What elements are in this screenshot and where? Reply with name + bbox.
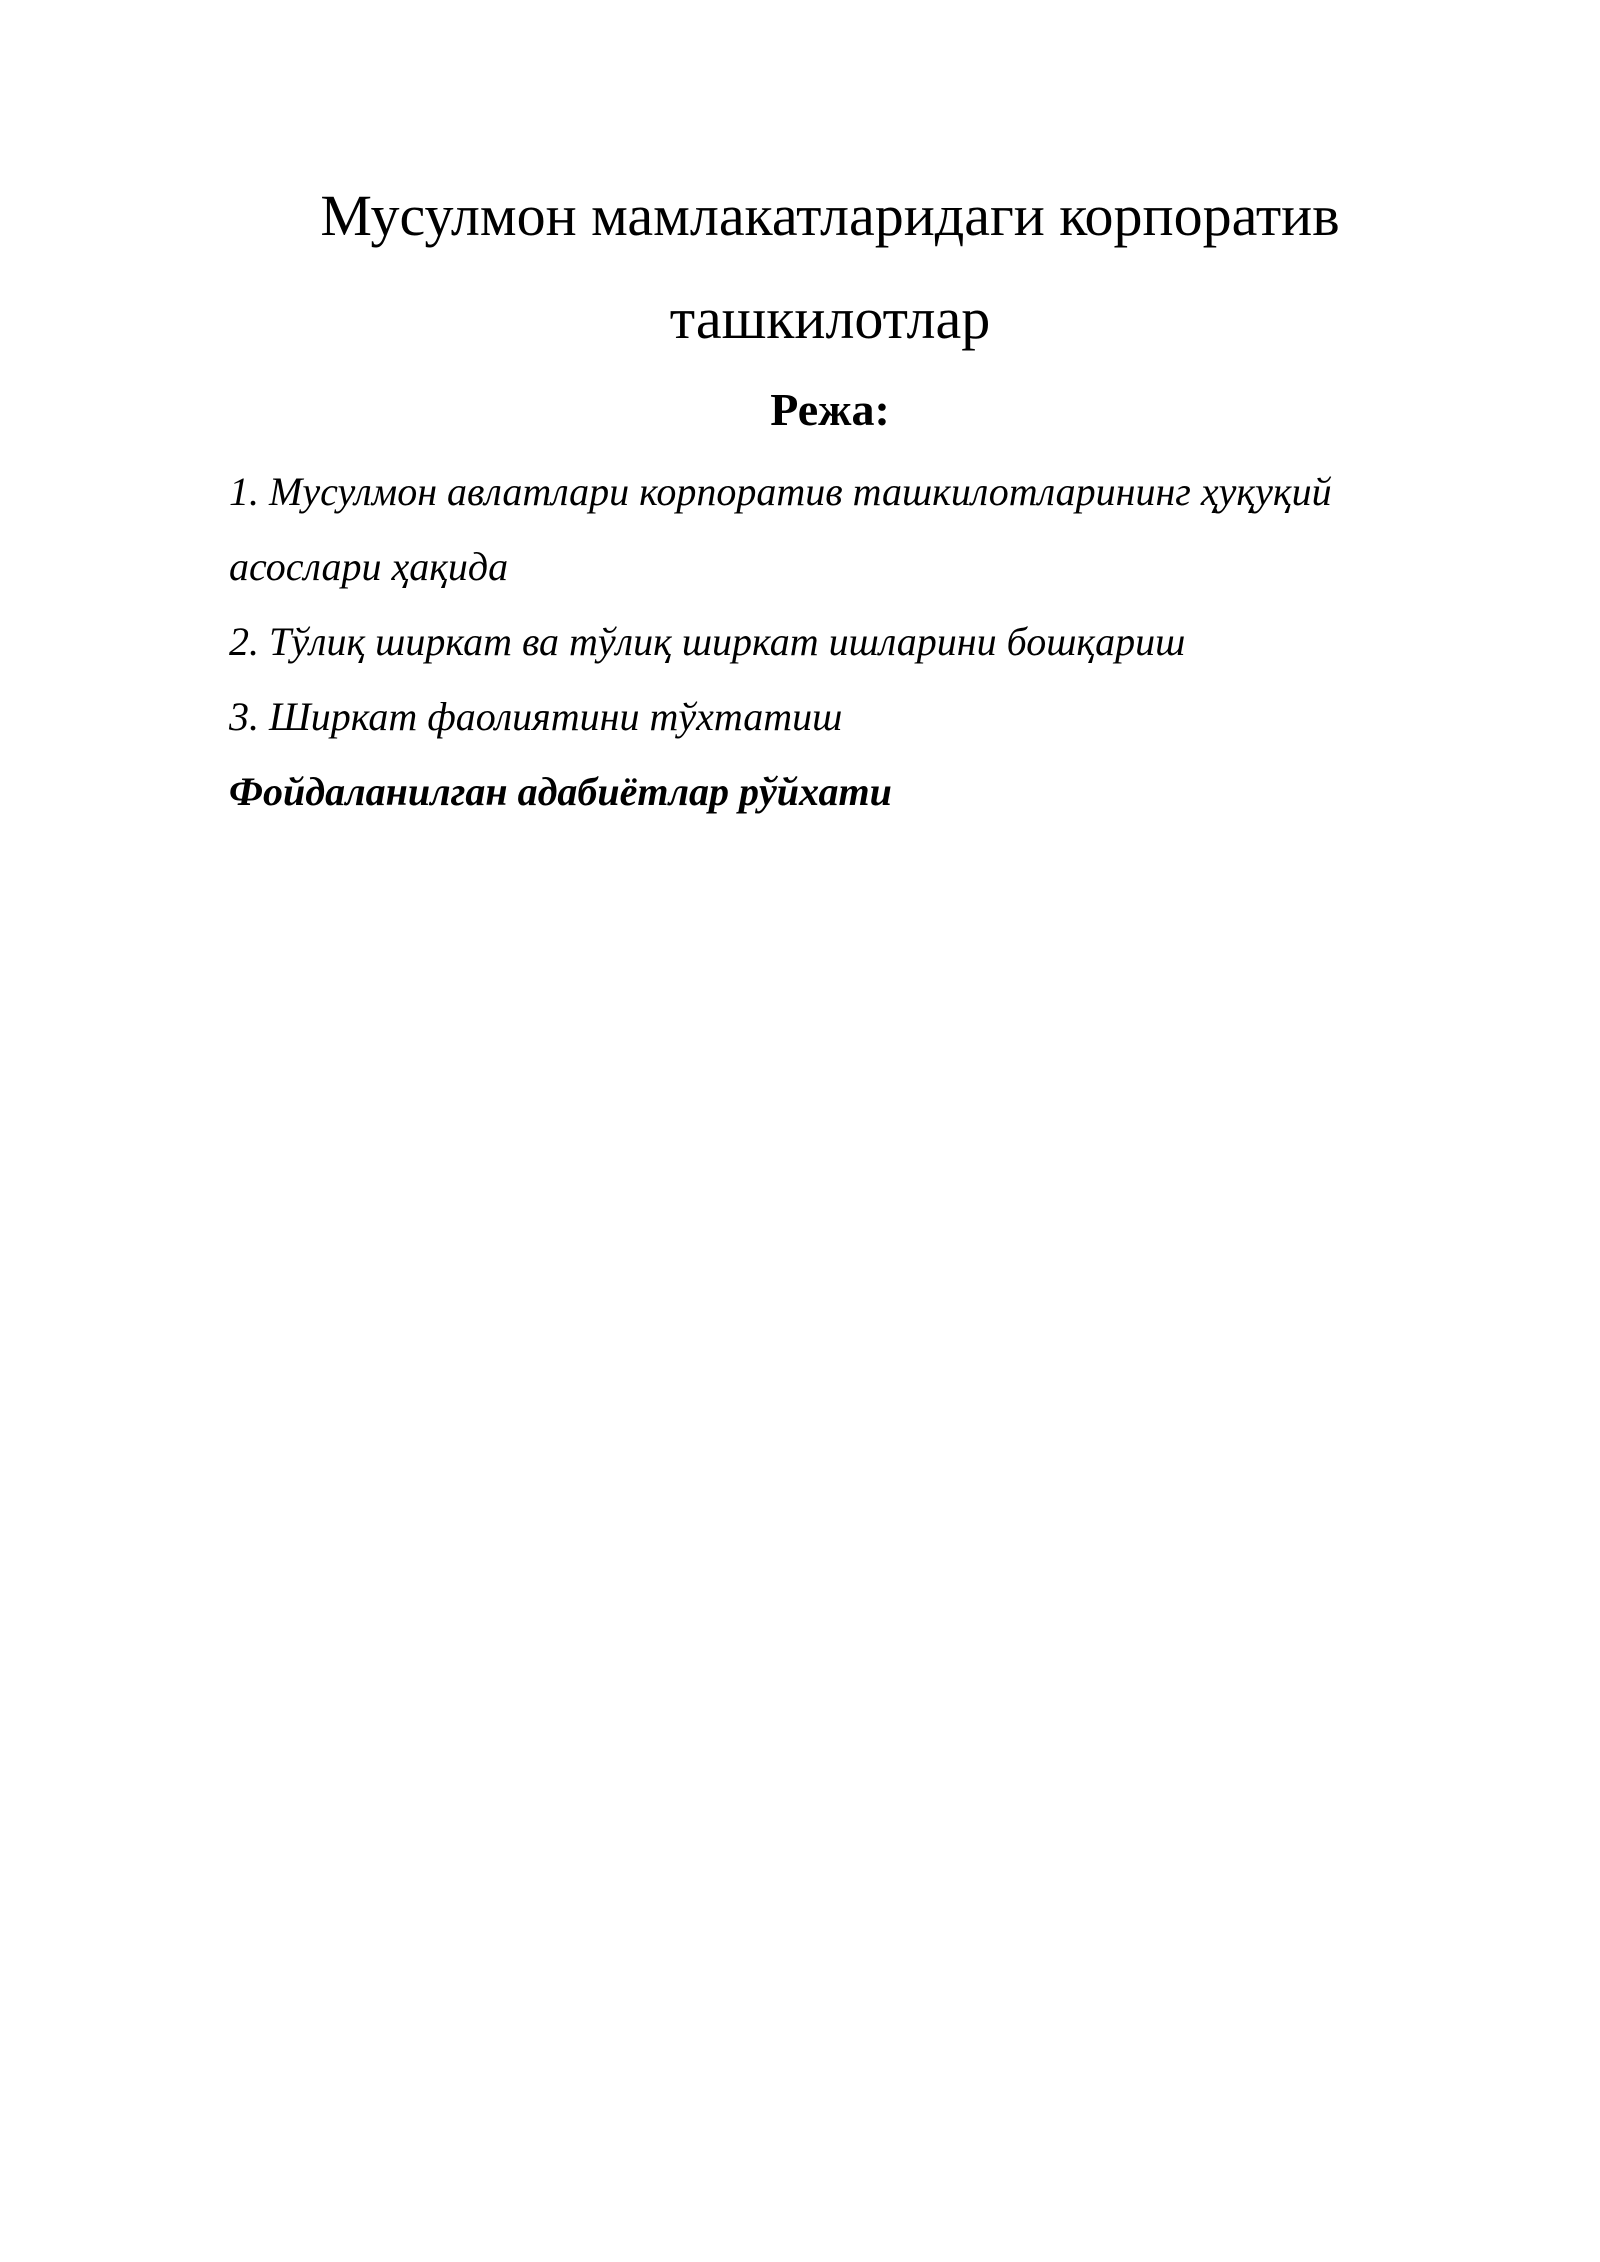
plan-item-1: [229, 469, 1332, 514]
plan-item-3-text: Ширкат фаолиятини тўхтатиш: [269, 694, 843, 739]
plan-item-2-number: 2.: [229, 619, 259, 664]
plan-item-3-number: 3.: [229, 694, 259, 739]
plan-item-1-text: Мусулмон авлатлари корпоратив ташкилотларининг ҳуқуқий: [269, 469, 1332, 514]
plan-item-2-text: Тўлиқ ширкат ва тўлиқ ширкат ишларини бошқариш: [269, 619, 1186, 664]
plan-item-1-number: 1.: [229, 469, 259, 514]
document-title-line-1: Мусулмон мамлакатларидаги корпоратив: [320, 183, 1340, 248]
plan-heading: Режа:: [770, 384, 890, 435]
document-title-line-2: ташкилотлар: [669, 286, 991, 351]
plan-item-2: [229, 619, 1186, 664]
plan-item-1-continuation: асослари ҳақида: [229, 544, 509, 589]
references-heading: Фойдаланилган адабиётлар рўйхати: [229, 769, 892, 814]
plan-item-3: [229, 694, 843, 739]
